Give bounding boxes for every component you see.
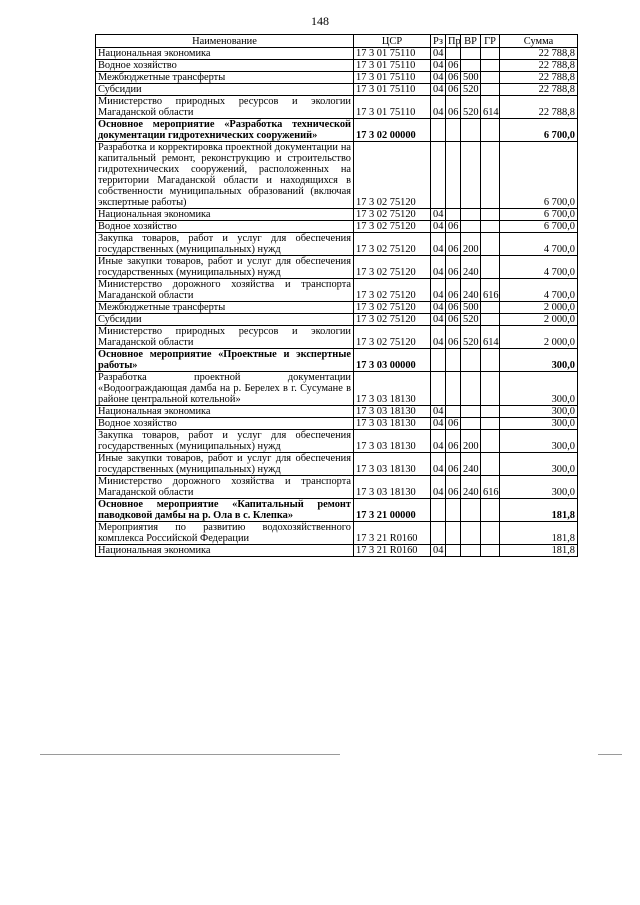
cell-vr: 520 — [461, 96, 481, 119]
header-vr: ВР — [461, 35, 481, 48]
header-csr: ЦСР — [354, 35, 431, 48]
cell-sum: 300,0 — [500, 406, 578, 418]
cell-rz: 04 — [431, 418, 446, 430]
cell-vr: 500 — [461, 72, 481, 84]
cell-name: Разработка и корректировка проектной документации на капитальный ремонт, реконструкцию и строительство гидротехнических сооружений, расположенных на территории Магаданской области и находящихся в собственности муниципальных образований (включая экспертные работы) — [96, 142, 354, 209]
cell-csr: 17 3 21 R0160 — [354, 545, 431, 557]
cell-pr — [446, 372, 461, 406]
cell-vr: 200 — [461, 233, 481, 256]
cell-csr: 17 3 02 75120 — [354, 209, 431, 221]
header-gr: ГР — [481, 35, 500, 48]
cell-rz — [431, 522, 446, 545]
cell-gr — [481, 142, 500, 209]
cell-sum: 4 700,0 — [500, 233, 578, 256]
cell-vr — [461, 142, 481, 209]
table-row — [96, 72, 578, 84]
cell-rz — [431, 372, 446, 406]
cell-pr: 06 — [446, 72, 461, 84]
cell-pr: 06 — [446, 96, 461, 119]
cell-vr — [461, 60, 481, 72]
cell-name: Межбюджетные трансферты — [96, 302, 354, 314]
cell-vr — [461, 119, 481, 142]
table-body — [96, 48, 578, 557]
cell-rz — [431, 499, 446, 522]
cell-rz: 04 — [431, 72, 446, 84]
cell-pr — [446, 522, 461, 545]
cell-pr: 06 — [446, 302, 461, 314]
cell-name: Иные закупки товаров, работ и услуг для обеспечения государственных (муниципальных) нужд — [96, 256, 354, 279]
cell-name: Основное мероприятие «Разработка технической документации гидротехнических сооружений» — [96, 119, 354, 142]
cell-csr: 17 3 02 75120 — [354, 279, 431, 302]
cell-name: Иные закупки товаров, работ и услуг для обеспечения государственных (муниципальных) нужд — [96, 453, 354, 476]
table-row — [96, 430, 578, 453]
cell-vr: 240 — [461, 476, 481, 499]
cell-pr: 06 — [446, 476, 461, 499]
cell-rz — [431, 349, 446, 372]
cell-pr: 06 — [446, 418, 461, 430]
cell-csr: 17 3 02 00000 — [354, 119, 431, 142]
cell-csr: 17 3 03 18130 — [354, 406, 431, 418]
table-row — [96, 406, 578, 418]
table-row — [96, 279, 578, 302]
table-row — [96, 119, 578, 142]
cell-gr — [481, 349, 500, 372]
cell-gr — [481, 84, 500, 96]
cell-vr — [461, 545, 481, 557]
cell-rz: 04 — [431, 279, 446, 302]
cell-pr: 06 — [446, 430, 461, 453]
cell-vr: 200 — [461, 430, 481, 453]
cell-gr — [481, 72, 500, 84]
cell-sum: 2 000,0 — [500, 314, 578, 326]
cell-sum: 181,8 — [500, 545, 578, 557]
cell-gr — [481, 430, 500, 453]
cell-pr: 06 — [446, 84, 461, 96]
table-row — [96, 476, 578, 499]
cell-name: Разработка проектной документации «Водоограждающая дамба на р. Берелех в г. Сусумане в районе центральной котельной» — [96, 372, 354, 406]
table-header-row — [96, 35, 578, 48]
table-row — [96, 302, 578, 314]
cell-csr: 17 3 21 00000 — [354, 499, 431, 522]
cell-vr — [461, 48, 481, 60]
cell-sum: 300,0 — [500, 349, 578, 372]
cell-csr: 17 3 01 75110 — [354, 60, 431, 72]
cell-gr — [481, 60, 500, 72]
cell-vr: 240 — [461, 256, 481, 279]
cell-sum: 22 788,8 — [500, 60, 578, 72]
cell-vr — [461, 499, 481, 522]
cell-sum: 181,8 — [500, 499, 578, 522]
cell-pr — [446, 349, 461, 372]
cell-vr: 240 — [461, 453, 481, 476]
cell-sum: 300,0 — [500, 430, 578, 453]
cell-gr — [481, 48, 500, 60]
cell-rz: 04 — [431, 326, 446, 349]
cell-pr — [446, 406, 461, 418]
cell-sum: 300,0 — [500, 476, 578, 499]
cell-sum: 6 700,0 — [500, 209, 578, 221]
cell-rz: 04 — [431, 545, 446, 557]
cell-pr: 06 — [446, 326, 461, 349]
cell-rz: 04 — [431, 314, 446, 326]
table-row — [96, 48, 578, 60]
cell-pr: 06 — [446, 453, 461, 476]
table-row — [96, 233, 578, 256]
cell-gr — [481, 233, 500, 256]
table-row — [96, 256, 578, 279]
cell-rz — [431, 142, 446, 209]
cell-name: Закупка товаров, работ и услуг для обеспечения государственных (муниципальных) нужд — [96, 430, 354, 453]
cell-rz: 04 — [431, 430, 446, 453]
table-row — [96, 314, 578, 326]
cell-gr — [481, 256, 500, 279]
cell-pr — [446, 499, 461, 522]
cell-pr: 06 — [446, 233, 461, 256]
cell-csr: 17 3 02 75120 — [354, 302, 431, 314]
cell-name: Национальная экономика — [96, 48, 354, 60]
cell-pr: 06 — [446, 221, 461, 233]
cell-gr — [481, 406, 500, 418]
cell-rz — [431, 119, 446, 142]
cell-sum: 22 788,8 — [500, 96, 578, 119]
cell-pr: 06 — [446, 279, 461, 302]
cell-sum: 6 700,0 — [500, 221, 578, 233]
cell-gr — [481, 522, 500, 545]
cell-csr: 17 3 01 75110 — [354, 96, 431, 119]
cell-csr: 17 3 03 18130 — [354, 418, 431, 430]
cell-gr — [481, 499, 500, 522]
cell-sum: 22 788,8 — [500, 72, 578, 84]
cell-sum: 22 788,8 — [500, 84, 578, 96]
cell-csr: 17 3 03 00000 — [354, 349, 431, 372]
cell-gr: 614 — [481, 96, 500, 119]
table-row — [96, 522, 578, 545]
cell-rz: 04 — [431, 221, 446, 233]
cell-csr: 17 3 02 75120 — [354, 256, 431, 279]
table-row — [96, 372, 578, 406]
cell-pr — [446, 119, 461, 142]
cell-name: Министерство дорожного хозяйства и транспорта Магаданской области — [96, 476, 354, 499]
cell-gr — [481, 545, 500, 557]
cell-rz: 04 — [431, 256, 446, 279]
cell-gr: 616 — [481, 279, 500, 302]
cell-sum: 4 700,0 — [500, 279, 578, 302]
cell-rz: 04 — [431, 84, 446, 96]
cell-csr: 17 3 02 75120 — [354, 221, 431, 233]
cell-name: Закупка товаров, работ и услуг для обеспечения государственных (муниципальных) нужд — [96, 233, 354, 256]
cell-gr — [481, 119, 500, 142]
cell-gr — [481, 221, 500, 233]
cell-csr: 17 3 02 75120 — [354, 142, 431, 209]
cell-vr: 520 — [461, 326, 481, 349]
cell-sum: 181,8 — [500, 522, 578, 545]
header-rz: Рз — [431, 35, 446, 48]
cell-csr: 17 3 02 75120 — [354, 233, 431, 256]
cell-vr — [461, 221, 481, 233]
footer-rule-left — [40, 754, 340, 755]
cell-csr: 17 3 03 18130 — [354, 430, 431, 453]
cell-sum: 300,0 — [500, 372, 578, 406]
cell-gr: 614 — [481, 326, 500, 349]
cell-rz: 04 — [431, 406, 446, 418]
cell-vr: 520 — [461, 314, 481, 326]
cell-name: Министерство дорожного хозяйства и транспорта Магаданской области — [96, 279, 354, 302]
cell-rz: 04 — [431, 209, 446, 221]
cell-name: Министерство природных ресурсов и экологии Магаданской области — [96, 326, 354, 349]
table-row — [96, 96, 578, 119]
cell-sum: 22 788,8 — [500, 48, 578, 60]
cell-rz: 04 — [431, 476, 446, 499]
cell-name: Национальная экономика — [96, 209, 354, 221]
cell-gr: 616 — [481, 476, 500, 499]
cell-gr — [481, 209, 500, 221]
cell-sum: 2 000,0 — [500, 302, 578, 314]
cell-name: Основное мероприятие «Проектные и экспертные работы» — [96, 349, 354, 372]
header-sum: Сумма — [500, 35, 578, 48]
cell-rz: 04 — [431, 453, 446, 476]
cell-rz: 04 — [431, 233, 446, 256]
table-row — [96, 60, 578, 72]
page-number: 148 — [311, 14, 329, 28]
cell-vr: 520 — [461, 84, 481, 96]
cell-rz: 04 — [431, 302, 446, 314]
cell-name: Межбюджетные трансферты — [96, 72, 354, 84]
cell-sum: 6 700,0 — [500, 119, 578, 142]
cell-vr — [461, 349, 481, 372]
cell-rz: 04 — [431, 48, 446, 60]
cell-name: Субсидии — [96, 314, 354, 326]
table-row — [96, 545, 578, 557]
cell-csr: 17 3 03 18130 — [354, 453, 431, 476]
table-row — [96, 326, 578, 349]
cell-pr — [446, 142, 461, 209]
cell-rz: 04 — [431, 96, 446, 119]
table-row — [96, 453, 578, 476]
footer-rule-right — [598, 754, 622, 755]
cell-pr — [446, 545, 461, 557]
cell-name: Водное хозяйство — [96, 60, 354, 72]
cell-pr: 06 — [446, 314, 461, 326]
cell-name: Национальная экономика — [96, 545, 354, 557]
cell-sum: 300,0 — [500, 453, 578, 476]
cell-name: Основное мероприятие «Капитальный ремонт паводковой дамбы на р. Ола в с. Клепка» — [96, 499, 354, 522]
cell-name: Мероприятия по развитию водохозяйственного комплекса Российской Федерации — [96, 522, 354, 545]
table-row — [96, 499, 578, 522]
header-name: Наименование — [96, 35, 354, 48]
cell-csr: 17 3 01 75110 — [354, 72, 431, 84]
cell-name: Водное хозяйство — [96, 418, 354, 430]
cell-pr — [446, 48, 461, 60]
cell-sum: 6 700,0 — [500, 142, 578, 209]
cell-rz: 04 — [431, 60, 446, 72]
header-pr: Пр — [446, 35, 461, 48]
table-row — [96, 221, 578, 233]
cell-csr: 17 3 02 75120 — [354, 314, 431, 326]
table-row — [96, 142, 578, 209]
cell-name: Национальная экономика — [96, 406, 354, 418]
cell-gr — [481, 302, 500, 314]
cell-sum: 4 700,0 — [500, 256, 578, 279]
cell-vr: 240 — [461, 279, 481, 302]
cell-csr: 17 3 01 75110 — [354, 84, 431, 96]
cell-gr — [481, 314, 500, 326]
cell-csr: 17 3 01 75110 — [354, 48, 431, 60]
cell-vr — [461, 209, 481, 221]
cell-vr: 500 — [461, 302, 481, 314]
cell-gr — [481, 372, 500, 406]
cell-csr: 17 3 03 18130 — [354, 476, 431, 499]
cell-sum: 300,0 — [500, 418, 578, 430]
cell-sum: 2 000,0 — [500, 326, 578, 349]
table-row — [96, 349, 578, 372]
cell-csr: 17 3 02 75120 — [354, 326, 431, 349]
cell-vr — [461, 522, 481, 545]
cell-name: Субсидии — [96, 84, 354, 96]
cell-csr: 17 3 21 R0160 — [354, 522, 431, 545]
cell-vr — [461, 372, 481, 406]
cell-pr: 06 — [446, 60, 461, 72]
cell-name: Министерство природных ресурсов и экологии Магаданской области — [96, 96, 354, 119]
cell-name: Водное хозяйство — [96, 221, 354, 233]
cell-gr — [481, 418, 500, 430]
cell-vr — [461, 418, 481, 430]
table-row — [96, 209, 578, 221]
cell-pr: 06 — [446, 256, 461, 279]
cell-pr — [446, 209, 461, 221]
cell-vr — [461, 406, 481, 418]
budget-table — [95, 34, 578, 557]
table-row — [96, 418, 578, 430]
cell-csr: 17 3 03 18130 — [354, 372, 431, 406]
cell-gr — [481, 453, 500, 476]
table-row — [96, 84, 578, 96]
